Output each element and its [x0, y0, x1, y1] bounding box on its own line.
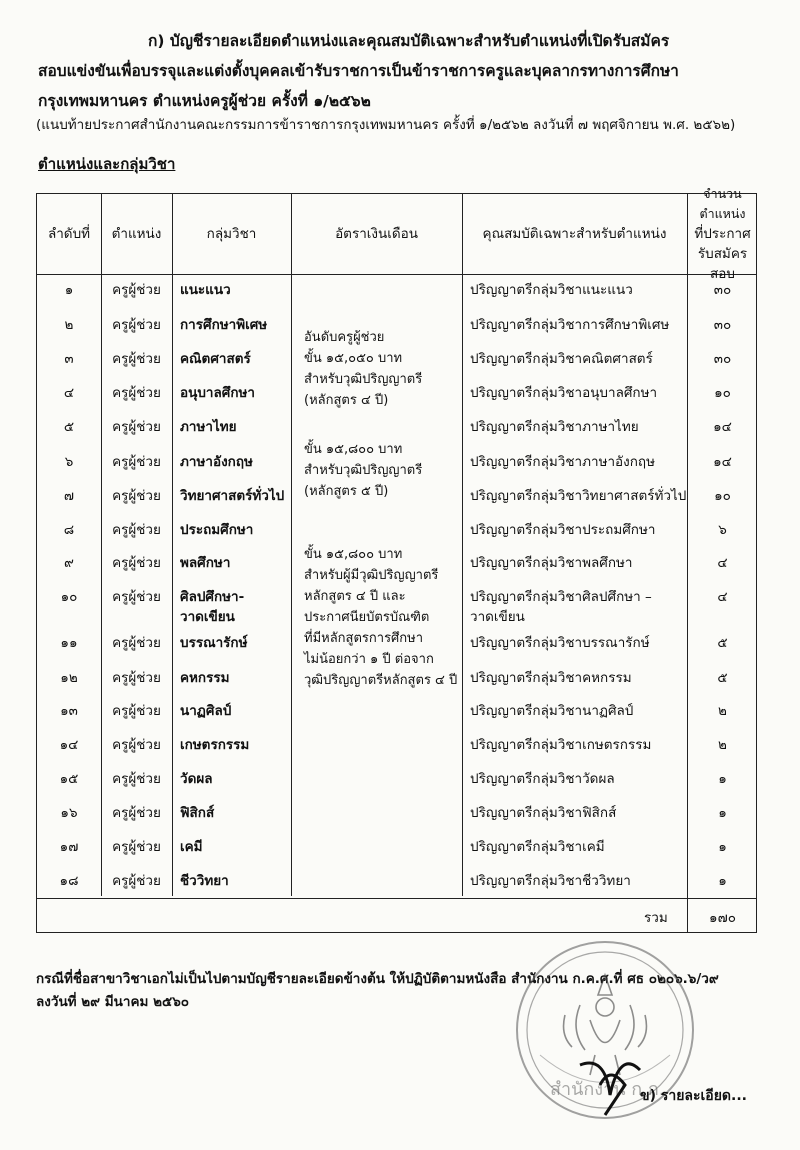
- row-qualification: ปริญญาตรีกลุ่มวิชาภาษาไทย: [470, 419, 639, 435]
- salary-line: ไม่น้อยกว่า ๑ ปี ต่อจาก: [304, 652, 434, 667]
- row-group: การศึกษาพิเศษ: [180, 317, 268, 333]
- row-qualification: ปริญญาตรีกลุ่มวิชาชีววิทยา: [470, 873, 631, 889]
- salary-line: ขั้น ๑๕,๘๐๐ บาท: [304, 547, 403, 562]
- header-count-line: จำนวนตำแหน่ง: [699, 186, 746, 221]
- row-group: ฟิสิกส์: [180, 805, 215, 821]
- row-count: ๔: [717, 555, 728, 571]
- row-group: พลศึกษา: [180, 555, 231, 571]
- row-group: ภาษาอังกฤษ: [180, 454, 253, 470]
- salary-block-1: [304, 327, 422, 411]
- row-count: ๑: [718, 873, 727, 889]
- row-group: เกษตรกรรม: [180, 737, 250, 753]
- salary-line: สำหรับผู้มีวุฒิปริญญาตรี: [304, 568, 439, 583]
- salary-line: ขั้น ๑๕,๐๕๐ บาท: [304, 351, 403, 366]
- row-position: ครูผู้ช่วย: [112, 555, 161, 571]
- total-label: รวม: [644, 910, 668, 926]
- row-position: ครูผู้ช่วย: [112, 282, 161, 298]
- garuda-emblem-icon: [564, 975, 647, 1075]
- header-qualification: คุณสมบัติเฉพาะสำหรับตำแหน่ง: [482, 226, 667, 242]
- row-qualification: ปริญญาตรีกลุ่มวิชาแนะแนว: [470, 282, 633, 298]
- row-count: ๖: [718, 522, 727, 538]
- row-qualification: ปริญญาตรีกลุ่มวิชาอนุบาลศึกษา: [470, 385, 658, 401]
- row-group: ภาษาไทย: [180, 419, 237, 435]
- header-position: ตำแหน่ง: [111, 226, 162, 242]
- row-group: ประถมศึกษา: [180, 522, 254, 538]
- row-count: ๑: [718, 771, 727, 787]
- row-count: ๑๔: [713, 419, 732, 435]
- row-position: ครูผู้ช่วย: [112, 351, 161, 367]
- row-group: นาฏศิลป์: [180, 703, 232, 719]
- footer-note: กรณีที่ชื่อสาขาวิชาเอกไม่เป็นไปตามบัญชีรายละเอียดข้างต้น ให้ปฏิบัติตามหนังสือ สำนักงาน ก.ค.ศ.ที่ ศธ ๐๒๐๖.๖/ว๙: [36, 971, 719, 987]
- row-number: ๑๗: [59, 839, 79, 855]
- row-number: ๑๒: [60, 670, 78, 686]
- row-number: ๖: [64, 454, 74, 470]
- row-qualification: ปริญญาตรีกลุ่มวิชาฟิสิกส์: [470, 805, 617, 821]
- section-title: ตำแหน่งและกลุ่มวิชา: [38, 155, 176, 173]
- salary-line: (หลักสูตร ๕ ปี): [304, 484, 389, 499]
- row-count: ๑๐: [714, 488, 731, 504]
- total-value: ๑๗๐: [709, 910, 736, 926]
- row-count: ๑: [718, 839, 727, 855]
- row-position: ครูผู้ช่วย: [112, 737, 161, 753]
- header-no: ลำดับที่: [47, 226, 91, 242]
- row-count: ๓๐: [713, 351, 732, 367]
- row-group: แนะแนว: [180, 282, 231, 298]
- row-qualification: ปริญญาตรีกลุ่มวิชาศิลปศึกษา –: [470, 589, 652, 605]
- row-position: ครูผู้ช่วย: [112, 317, 161, 333]
- header-group: กลุ่มวิชา: [206, 226, 257, 242]
- row-qualification: ปริญญาตรีกลุ่มวิชาพลศึกษา: [470, 555, 633, 571]
- row-number: ๑๔: [59, 737, 79, 753]
- row-count: ๑: [718, 805, 727, 821]
- row-group: วัดผล: [180, 771, 213, 787]
- row-group: บรรณารักษ์: [180, 635, 248, 651]
- salary-line: สำหรับวุฒิปริญญาตรี: [304, 372, 423, 387]
- row-position: ครูผู้ช่วย: [112, 454, 161, 470]
- row-group: คหกรรม: [180, 670, 230, 686]
- row-qualification: ปริญญาตรีกลุ่มวิชาบรรณารักษ์: [470, 635, 650, 651]
- header-count-line: ที่ประกาศ: [694, 226, 751, 242]
- row-count: ๔: [717, 589, 728, 605]
- row-position: ครูผู้ช่วย: [112, 419, 161, 435]
- row-qualification: ปริญญาตรีกลุ่มวิชานาฏศิลป์: [470, 703, 634, 719]
- row-number: ๑๐: [60, 589, 78, 605]
- salary-line: อันดับครูผู้ช่วย: [304, 330, 385, 345]
- row-position: ครูผู้ช่วย: [112, 589, 161, 605]
- row-number: ๑: [64, 282, 74, 298]
- row-number: ๔: [63, 385, 75, 401]
- row-number: ๑๓: [60, 703, 78, 719]
- salary-line: วุฒิปริญญาตรีหลักสูตร ๔ ปี: [304, 673, 458, 688]
- row-count: ๒: [718, 737, 727, 753]
- row-qualification: ปริญญาตรีกลุ่มวิชาภาษาอังกฤษ: [470, 454, 655, 470]
- row-number: ๙: [64, 555, 74, 571]
- row-position: ครูผู้ช่วย: [112, 385, 161, 401]
- row-qualification: วาดเขียน: [470, 609, 525, 625]
- footer-note-date: ลงวันที่ ๒๙ มีนาคม ๒๕๖๐: [36, 994, 190, 1010]
- row-qualification: ปริญญาตรีกลุ่มวิชาการศึกษาพิเศษ: [470, 317, 670, 333]
- row-number: ๑๖: [60, 805, 78, 821]
- row-position: ครูผู้ช่วย: [112, 805, 161, 821]
- row-number: ๕: [63, 419, 75, 435]
- row-count: ๕: [717, 670, 728, 686]
- heading-line-2: สอบแข่งขันเพื่อบรรจุและแต่งตั้งบุคคลเข้ารับราชการเป็นข้าราชการครูและบุคลากรทางการศึกษา: [38, 62, 679, 80]
- row-group: เคมี: [180, 839, 203, 855]
- row-count: ๑๔: [713, 454, 732, 470]
- row-position: ครูผู้ช่วย: [112, 771, 161, 787]
- row-number: ๑๘: [59, 873, 79, 889]
- column-divider: [172, 194, 173, 896]
- row-position: ครูผู้ช่วย: [112, 873, 161, 889]
- row-number: ๒: [64, 317, 74, 333]
- row-group: อนุบาลศึกษา: [180, 385, 255, 401]
- salary-line: สำหรับวุฒิปริญญาตรี: [304, 463, 423, 478]
- row-position: ครูผู้ช่วย: [112, 488, 161, 504]
- row-group: คณิตศาสตร์: [180, 351, 251, 367]
- column-divider: [291, 194, 292, 896]
- seal-text: สำนักงาน ก.ก.: [550, 1079, 665, 1100]
- column-divider: [462, 194, 463, 896]
- salary-line: ที่มีหลักสูตรการศึกษา: [304, 631, 424, 646]
- row-position: ครูผู้ช่วย: [112, 635, 161, 651]
- row-count: ๒: [718, 703, 727, 719]
- continued-note: ข) รายละเอียด...: [640, 1088, 747, 1104]
- row-group: ศิลปศึกษา-: [180, 589, 245, 605]
- salary-line: ขั้น ๑๕,๘๐๐ บาท: [304, 442, 403, 457]
- salary-line: หลักสูตร ๔ ปี และ: [304, 589, 406, 604]
- row-number: ๑๕: [59, 771, 79, 787]
- header-salary: อัตราเงินเดือน: [335, 226, 418, 242]
- salary-block-3: [304, 544, 457, 691]
- row-count: ๓๐: [713, 317, 732, 333]
- row-group: วิทยาศาสตร์ทั่วไป: [180, 488, 285, 504]
- row-number: ๑๑: [60, 635, 78, 651]
- row-group: วาดเขียน: [180, 609, 235, 625]
- row-position: ครูผู้ช่วย: [112, 670, 161, 686]
- row-position: ครูผู้ช่วย: [112, 839, 161, 855]
- row-qualification: ปริญญาตรีกลุ่มวิชาคณิตศาสตร์: [470, 351, 653, 367]
- salary-line: ประกาศนียบัตรบัณฑิต: [304, 610, 430, 625]
- salary-line: (หลักสูตร ๔ ปี): [304, 393, 389, 408]
- row-position: ครูผู้ช่วย: [112, 703, 161, 719]
- row-qualification: ปริญญาตรีกลุ่มวิชาประถมศึกษา: [470, 522, 656, 538]
- row-qualification: ปริญญาตรีกลุ่มวิชาวัดผล: [470, 771, 615, 787]
- heading-line-3: กรุงเทพมหานคร ตำแหน่งครูผู้ช่วย ครั้งที่ ๑/๒๕๖๒: [38, 92, 371, 110]
- row-count: ๑๐: [714, 385, 731, 401]
- heading-reference: (แนบท้ายประกาศสำนักงานคณะกรรมการข้าราชการกรุงเทพมหานคร ครั้งที่ ๑/๒๕๖๒ ลงวันที่ ๗ พฤศจิกายน พ.ศ. ๒๕๖๒): [36, 117, 736, 133]
- row-group: ชีววิทยา: [180, 873, 229, 889]
- row-number: ๘: [63, 522, 75, 538]
- row-qualification: ปริญญาตรีกลุ่มวิชาเกษตรกรรม: [470, 737, 652, 753]
- row-count: ๕: [717, 635, 728, 651]
- header-divider: [37, 274, 756, 275]
- row-number: ๓: [64, 351, 74, 367]
- total-divider: [37, 898, 756, 899]
- row-number: ๗: [63, 488, 75, 504]
- row-qualification: ปริญญาตรีกลุ่มวิชาคหกรรม: [470, 670, 632, 686]
- heading-line-1: ก) บัญชีรายละเอียดตำแหน่งและคุณสมบัติเฉพาะสำหรับตำแหน่งที่เปิดรับสมัคร: [148, 32, 670, 50]
- row-qualification: ปริญญาตรีกลุ่มวิชาเคมี: [470, 839, 605, 855]
- salary-block-2: [304, 439, 422, 502]
- positions-table: [36, 186, 757, 933]
- row-position: ครูผู้ช่วย: [112, 522, 161, 538]
- header-count: [687, 186, 758, 282]
- row-count: ๓๐: [713, 282, 732, 298]
- row-qualification: ปริญญาตรีกลุ่มวิชาวิทยาศาสตร์ทั่วไป: [470, 488, 687, 504]
- header-count-line: รับสมัครสอบ: [697, 246, 748, 282]
